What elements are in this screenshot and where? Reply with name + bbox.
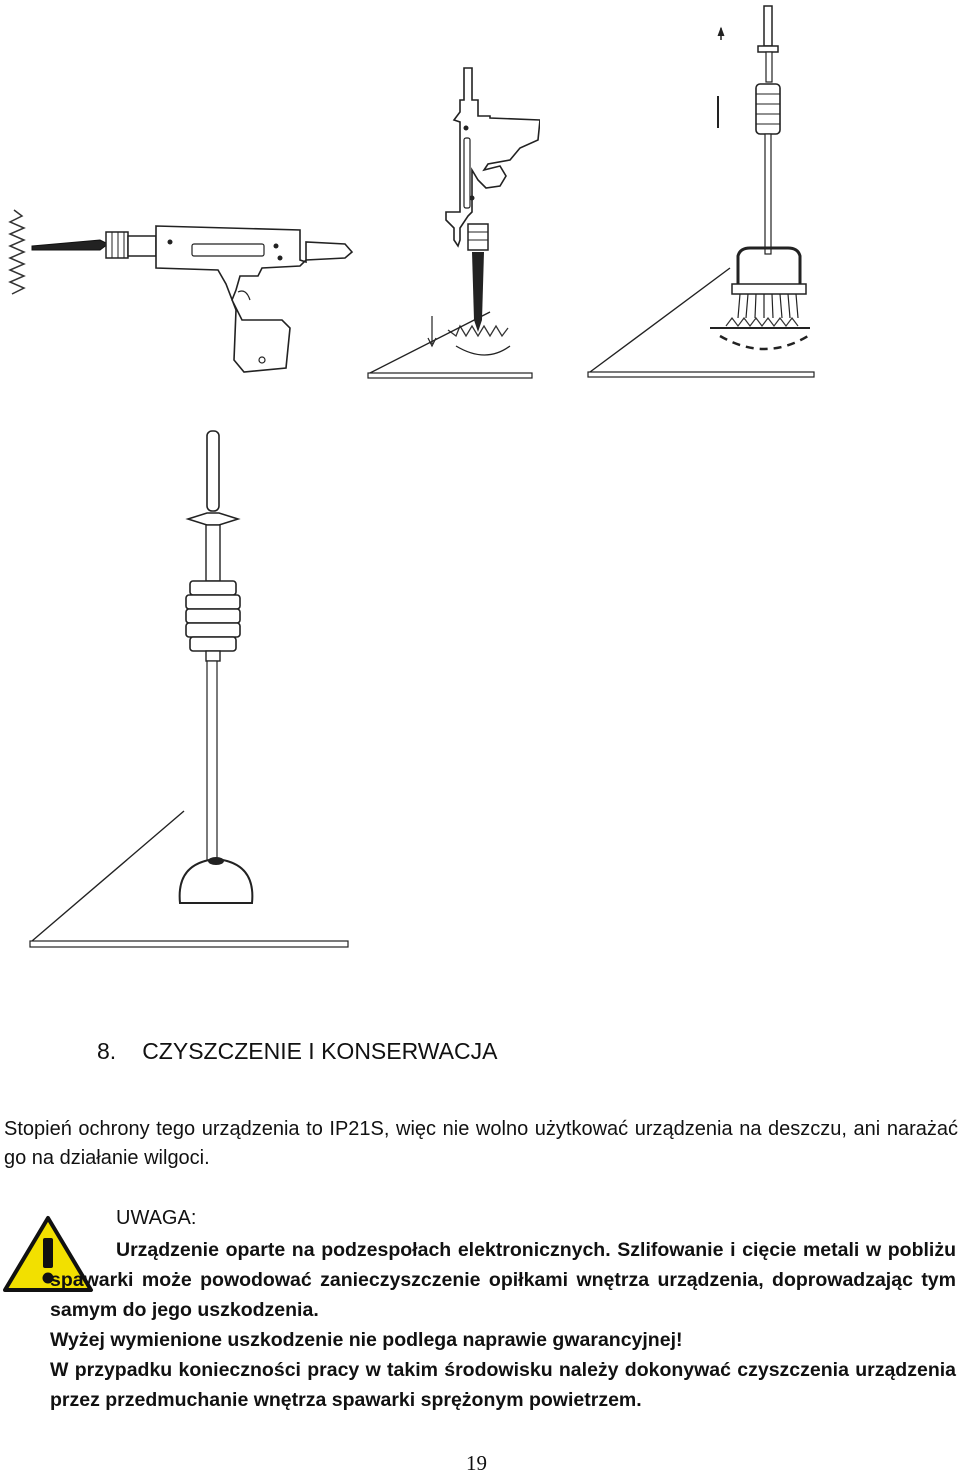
warning-paragraph-3: W przypadku konieczności pracy w takim środowisku należy dokonywać czyszczenia urządzenia przez przedmuchanie wnętrza spawarki sprężonym powietrzem. [50,1359,956,1411]
warning-paragraph-1: Urządzenie oparte na podzespołach elektronicznych. Szlifowanie i cięcie metali w pobliżu spawarki może powodować zanieczyszczenie opiłkami wnętrza urządzenia, doprowadzając tym samym do jego uszkodzenia. [50,1239,956,1321]
section-title: CZYSZCZENIE I KONSERWACJA [142,1038,498,1064]
figure-gun-horizontal [0,200,360,390]
intro-paragraph: Stopień ochrony tego urządzenia to IP21S, więc nie wolno użytkować urządzenia na deszczu, ani narażać go na działanie wilgoci. [4,1118,958,1169]
page-number: 19 [466,1451,487,1475]
figure-gun-vertical [360,60,540,385]
warning-body [50,1235,956,1415]
warning-label: UWAGA: [116,1207,197,1229]
section-heading [97,1038,497,1065]
figure-slide-hammer-claw [580,0,820,385]
section-number: 8. [97,1038,117,1064]
warning-paragraph-2: Wyżej wymienione uszkodzenie nie podlega naprawie gwarancyjnej! [50,1329,683,1351]
figure-slide-hammer-suction [20,425,360,955]
